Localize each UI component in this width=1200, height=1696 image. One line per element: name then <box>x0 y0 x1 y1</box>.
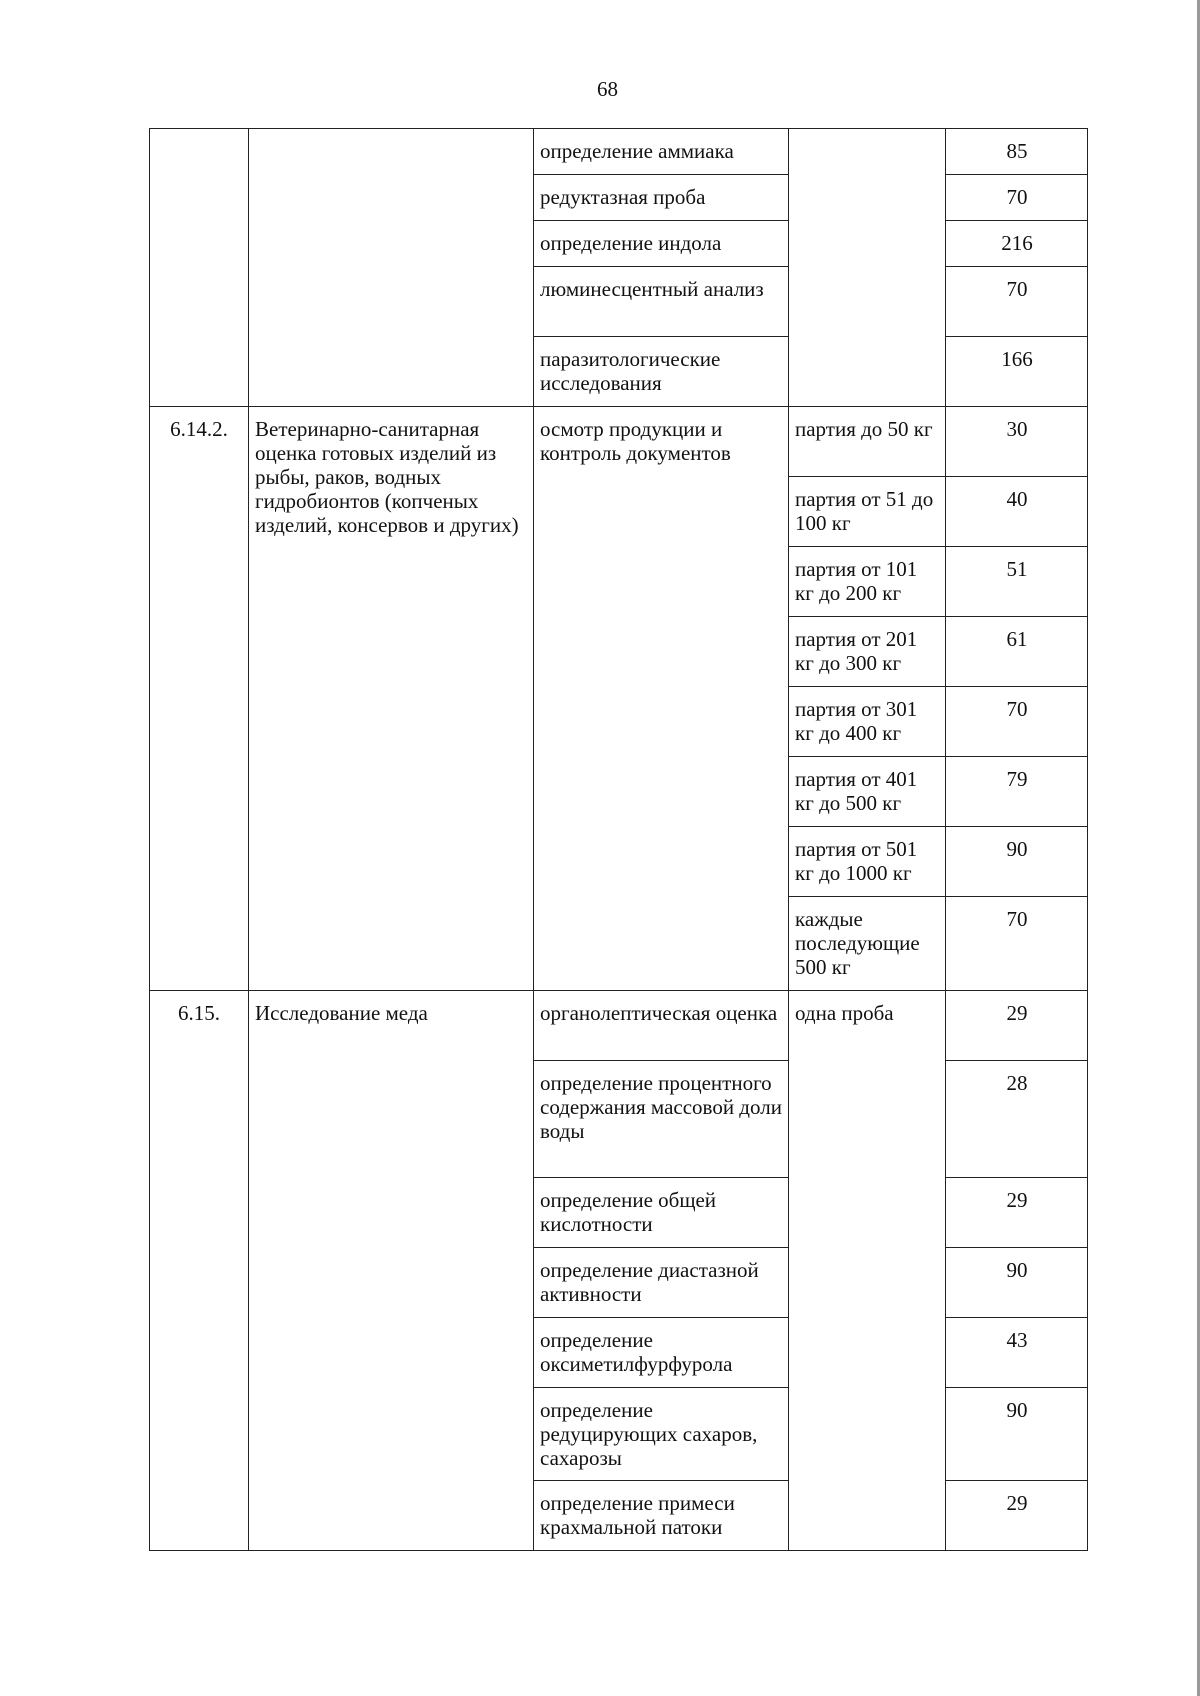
price-cell: 90 <box>946 827 1088 897</box>
unit-cell: одна проба <box>789 991 946 1551</box>
price-cell: 70 <box>946 175 1088 221</box>
unit-cell: партия от 51 до 100 кг <box>789 477 946 547</box>
item-name: Ветеринарно-санитарная оценка готовых изделий из рыбы, раков, водных гидробионтов (копченых изделий, консервов и других) <box>249 407 534 991</box>
price-cell: 79 <box>946 757 1088 827</box>
price-cell: 51 <box>946 547 1088 617</box>
method-cell: определение процентного содержания массовой доли воды <box>534 1061 789 1178</box>
table-row <box>150 407 1088 477</box>
unit-cell-empty <box>789 129 946 407</box>
unit-cell: партия от 501 кг до 1000 кг <box>789 827 946 897</box>
method-cell: определение примеси крахмальной патоки <box>534 1481 789 1551</box>
table-row <box>150 129 1088 175</box>
table-row <box>150 991 1088 1061</box>
method-cell: редуктазная проба <box>534 175 789 221</box>
price-cell: 216 <box>946 221 1088 267</box>
unit-cell: партия от 201 кг до 300 кг <box>789 617 946 687</box>
price-cell: 166 <box>946 337 1088 407</box>
price-cell: 70 <box>946 897 1088 991</box>
item-code: 6.14.2. <box>150 407 249 991</box>
price-cell: 28 <box>946 1061 1088 1178</box>
name-cell-empty <box>249 129 534 407</box>
method-cell: определение диастазной активности <box>534 1248 789 1318</box>
method-cell: определение общей кислотности <box>534 1178 789 1248</box>
unit-cell: партия от 101 кг до 200 кг <box>789 547 946 617</box>
method-cell: определение редуцирующих сахаров, сахарозы <box>534 1388 789 1481</box>
price-cell: 70 <box>946 267 1088 337</box>
price-cell: 29 <box>946 1481 1088 1551</box>
method-cell: определение оксиметилфурфурола <box>534 1318 789 1388</box>
method-cell: паразитологические исследования <box>534 337 789 407</box>
price-cell: 29 <box>946 1178 1088 1248</box>
item-code: 6.15. <box>150 991 249 1551</box>
unit-cell: каждые последующие 500 кг <box>789 897 946 991</box>
price-cell: 29 <box>946 991 1088 1061</box>
price-cell: 85 <box>946 129 1088 175</box>
price-cell: 90 <box>946 1248 1088 1318</box>
price-cell: 30 <box>946 407 1088 477</box>
method-cell: люминесцентный анализ <box>534 267 789 337</box>
unit-cell: партия от 301 кг до 400 кг <box>789 687 946 757</box>
method-cell: органолептическая оценка <box>534 991 789 1061</box>
unit-cell: партия от 401 кг до 500 кг <box>789 757 946 827</box>
code-cell-empty <box>150 129 249 407</box>
price-cell: 43 <box>946 1318 1088 1388</box>
method-cell: определение аммиака <box>534 129 789 175</box>
unit-cell: партия до 50 кг <box>789 407 946 477</box>
method-cell: определение индола <box>534 221 789 267</box>
price-cell: 40 <box>946 477 1088 547</box>
price-cell: 61 <box>946 617 1088 687</box>
price-cell: 70 <box>946 687 1088 757</box>
page-number: 68 <box>597 77 618 101</box>
price-cell: 90 <box>946 1388 1088 1481</box>
method-cell: осмотр продукции и контроль документов <box>534 407 789 991</box>
item-name: Исследование меда <box>249 991 534 1551</box>
price-table <box>149 128 1088 1551</box>
